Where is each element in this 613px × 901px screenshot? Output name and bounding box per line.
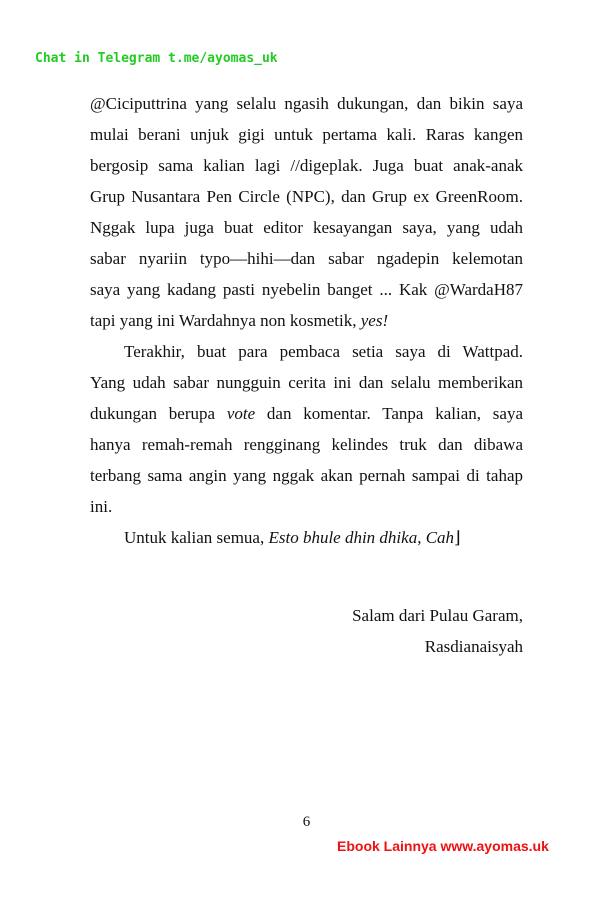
signature-author: Rasdianaisyah [424, 637, 523, 656]
paragraph1-line-5: Nggak lupa juga buat editor kesayangan saya, yang udah [90, 218, 523, 237]
paragraph2-line-5: terbang sama angin yang nggak akan pernah sampai di tahap [90, 466, 523, 485]
paragraph1-line-2: mulai berani unjuk gigi untuk pertama kali. Raras kangen [90, 125, 523, 144]
paragraph1-last-italic: yes! [360, 311, 389, 330]
paragraph3-italic: Esto bhule dhin dhika, Cah [268, 528, 455, 547]
paragraph2-line-1: Terakhir, buat para pembaca setia saya di Wattpad. [124, 342, 523, 361]
paragraph1-line-1: @Ciciputtrina yang selalu ngasih dukungan, dan bikin saya [90, 94, 523, 113]
paragraph2-line-2: Yang udah sabar nungguin cerita ini dan selalu memberikan [90, 373, 523, 392]
ebook-watermark: Ebook Lainnya www.ayomas.uk [337, 838, 549, 854]
body-text [90, 88, 523, 553]
paragraph2-line-3-after: dan komentar. Tanpa kalian, saya [255, 404, 523, 423]
signature-block [300, 600, 523, 662]
page-number: 6 [302, 814, 311, 830]
paragraph2-line-3-italic: vote [226, 404, 256, 423]
paragraph1-line-3: bergosip sama kalian lagi //digeplak. Juga buat anak-anak [90, 156, 523, 175]
paragraph2-line-3 [90, 398, 523, 429]
paragraph2-line-3-before: dukungan berupa [90, 404, 227, 423]
paragraph2-line-6: ini. [90, 497, 113, 516]
paragraph3-before: Untuk kalian semua, [124, 528, 269, 547]
telegram-watermark: Chat in Telegram t.me/ayomas_uk [35, 51, 278, 66]
paragraph1-line-7: saya yang kadang pasti nyebelin banget ... Kak @WardaH87 [90, 280, 523, 299]
paragraph1-line-6: sabar nyariin typo—hihi—dan sabar ngadepin kelemotan [90, 249, 523, 268]
paragraph1-line-4: Grup Nusantara Pen Circle (NPC), dan Grup ex GreenRoom. [90, 187, 523, 206]
paragraph1-line-8 [90, 305, 523, 336]
paragraph3-after: ⌋ [454, 528, 461, 547]
paragraph2-line-4: hanya remah-remah rengginang kelindes truk dan dibawa [90, 435, 523, 454]
paragraph1-last-text: tapi yang ini Wardahnya non kosmetik, [90, 311, 361, 330]
paragraph3-line-1 [90, 522, 523, 553]
signature-greeting: Salam dari Pulau Garam, [352, 606, 523, 625]
